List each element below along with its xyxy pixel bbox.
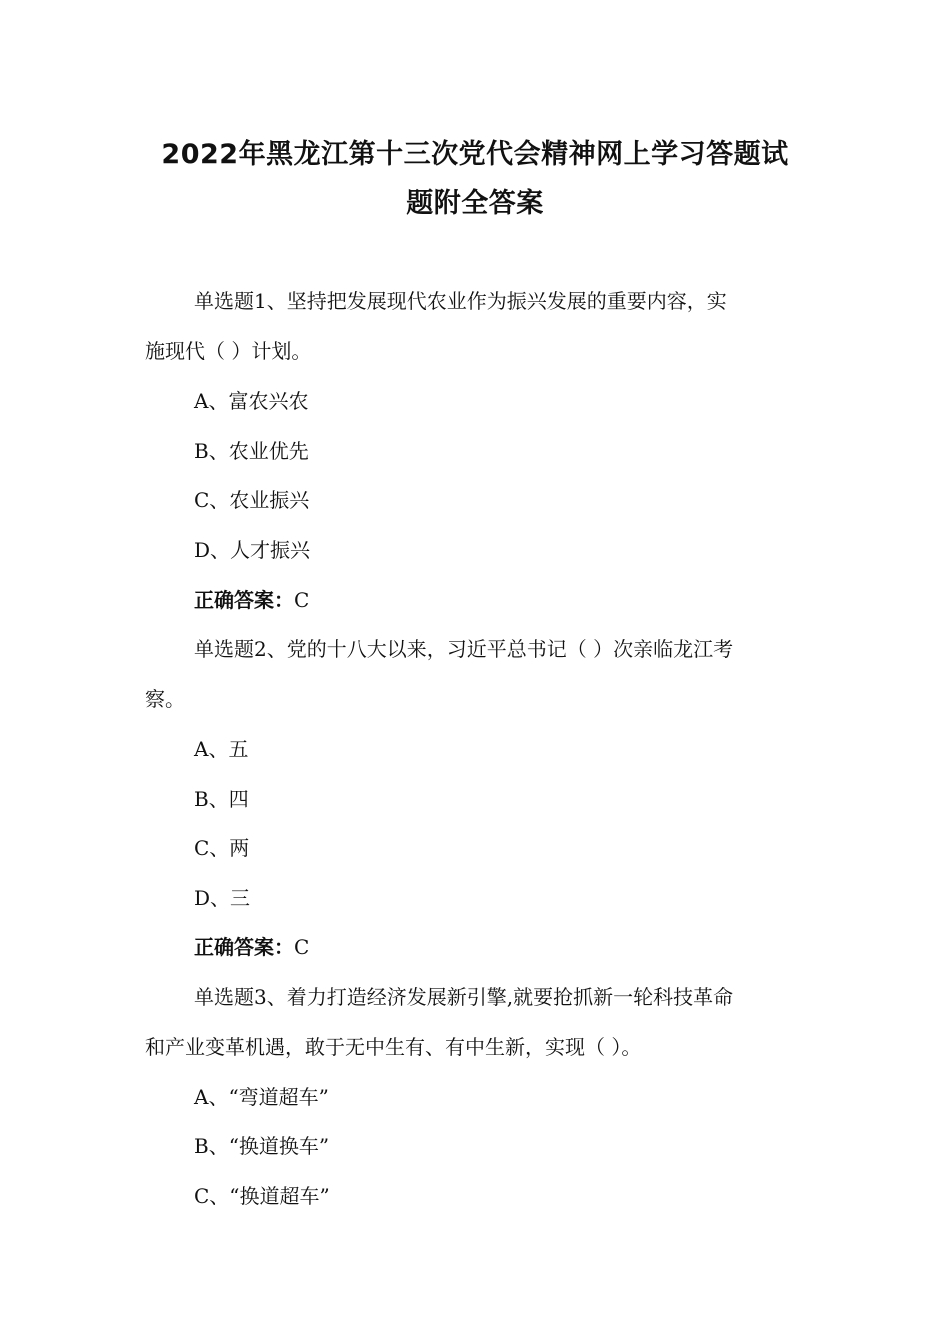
question-3-option-b: B、“换道换车” <box>194 1134 330 1158</box>
question-1-answer <box>194 588 854 612</box>
question-1-stem-line-2: 施现代（ ）计划。 <box>145 339 312 363</box>
question-2-stem-line-1: 单选题2、党的十八大以来，习近平总书记（ ）次亲临龙江考 <box>194 637 734 661</box>
question-2-option-a: A、五 <box>194 737 249 761</box>
question-3-stem-line-2: 和产业变革机遇，敢于无中生有、有中生新，实现（ ）。 <box>145 1035 642 1059</box>
question-2-answer <box>194 935 854 959</box>
document-title-line-2: 题附全答案 <box>406 188 544 219</box>
question-2-option-c: C、两 <box>194 836 250 860</box>
answer-value: C <box>294 588 310 612</box>
question-3-stem-line-1: 单选题3、着力打造经济发展新引擎,就要抢抓新一轮科技革命 <box>194 985 734 1009</box>
question-1-option-a: A、富农兴农 <box>194 389 309 413</box>
question-2-option-d: D、三 <box>194 886 251 910</box>
question-2-option-b: B、四 <box>194 787 249 811</box>
question-3-option-a: A、“弯道超车” <box>194 1085 329 1109</box>
question-1-option-c: C、农业振兴 <box>194 488 310 512</box>
question-1-option-b: B、农业优先 <box>194 439 309 463</box>
question-3-option-c: C、“换道超车” <box>194 1184 330 1208</box>
question-1-option-d: D、人才振兴 <box>194 538 311 562</box>
document-title-line-1: 2022年黑龙江第十三次党代会精神网上学习答题试 <box>161 139 789 170</box>
answer-label: 正确答案： <box>194 935 294 959</box>
answer-label: 正确答案： <box>194 588 294 612</box>
question-2-stem-line-2: 察。 <box>145 687 185 711</box>
answer-value: C <box>294 935 310 959</box>
question-1-stem-line-1: 单选题1、坚持把发展现代农业作为振兴发展的重要内容，实 <box>194 289 727 313</box>
